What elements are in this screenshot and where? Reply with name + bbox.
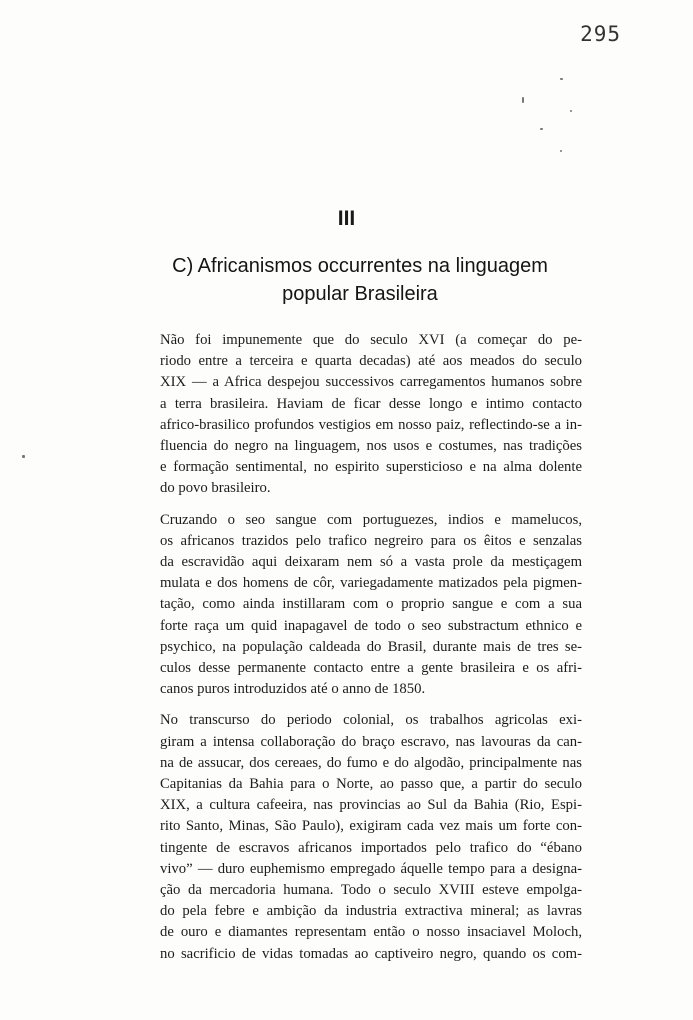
text-line: da escravidão aqui deixaram nem só a vasta prole da mestiçagem xyxy=(160,554,582,571)
text-line: XIX, a cultura cafeeira, nas provincias ao Sul da Bahia (Rio, Espi- xyxy=(160,797,582,814)
paragraph-2 xyxy=(112,510,582,701)
text-line: Cruzando o seo sangue com portuguezes, indios e mamelucos, xyxy=(160,511,582,528)
body-text xyxy=(112,330,582,975)
text-line: mulata e dos homens de côr, variegadamente matizados pela pigmen- xyxy=(160,575,582,592)
text-line: africo-brasilico profundos vestigios em nosso paiz, reflectindo-se a in- xyxy=(160,416,582,433)
text-line: de ouro e diamantes representam então o nosso insaciavel Moloch, xyxy=(160,924,582,941)
text-line: Capitanias da Bahia para o Norte, ao passo que, a partir do seculo xyxy=(160,776,582,793)
section-title-line-2: popular Brasileira xyxy=(282,283,438,305)
text-line: tação, como ainda instillaram com o proprio sangue e com a sua xyxy=(160,596,582,613)
text-line: No transcurso do periodo colonial, os trabalhos agricolas exi- xyxy=(160,712,582,729)
text-line: riodo entre a terceira e quarta decadas) até aos meados do seculo xyxy=(160,353,582,370)
text-line: do povo brasileiro. xyxy=(160,480,271,497)
section-title-line-1: C) Africanismos occurrentes na linguagem xyxy=(172,255,548,277)
text-line: culos desse permanente contacto entre a gente brasileira e os afri- xyxy=(160,660,582,677)
text-line: giram a intensa collaboração do braço escravo, nas lavouras da can- xyxy=(160,733,582,750)
text-line: na de assucar, dos cereaes, do fumo e do algodão, principalmente nas xyxy=(160,754,582,771)
text-line: fluencia do negro na linguagem, nos usos e costumes, nas tradições xyxy=(160,438,582,455)
paragraph-3 xyxy=(112,710,582,964)
text-line: vivo” — duro euphemismo empregado áquelle tempo para a designa- xyxy=(160,860,582,877)
text-line: forte raça um quid inapagavel de todo o seo substractum ethnico e xyxy=(160,617,582,634)
text-line: os africanos trazidos pelo trafico negreiro para os êitos e senzalas xyxy=(160,532,582,549)
text-line: e formação sentimental, no espirito supersticioso e na alma dolente xyxy=(160,459,582,476)
page-number: 295 xyxy=(580,22,621,46)
text-line: XIX — a Africa despejou successivos carregamentos humanos sobre xyxy=(160,374,582,391)
text-line: ção da mercadoria humana. Todo o seculo XVIII esteve empolga- xyxy=(160,882,582,899)
text-line: rito Santo, Minas, São Paulo), exigiram cada vez mais um forte con- xyxy=(160,818,582,835)
text-line: a terra brasileira. Haviam de ficar desse longo e intimo contacto xyxy=(160,395,582,412)
text-line: do pela febre e ambição da industria extractiva mineral; as lavras xyxy=(160,903,582,920)
paragraph-1 xyxy=(112,330,582,500)
text-line: tingente de escravos africanos importados pelo trafico do “ébano xyxy=(160,839,582,856)
text-line: psychico, na população caldeada do Brasil, durante mais de tres se- xyxy=(160,638,582,655)
text-line: Não foi impunemente que do seculo XVI (a começar do pe- xyxy=(160,332,582,348)
text-line: no sacrificio de vidas tomadas ao captiveiro negro, quando os com- xyxy=(160,945,582,962)
section-title xyxy=(100,252,620,308)
chapter-numeral: III xyxy=(337,207,356,230)
text-line: canos puros introduzidos até o anno de 1850. xyxy=(160,681,426,698)
